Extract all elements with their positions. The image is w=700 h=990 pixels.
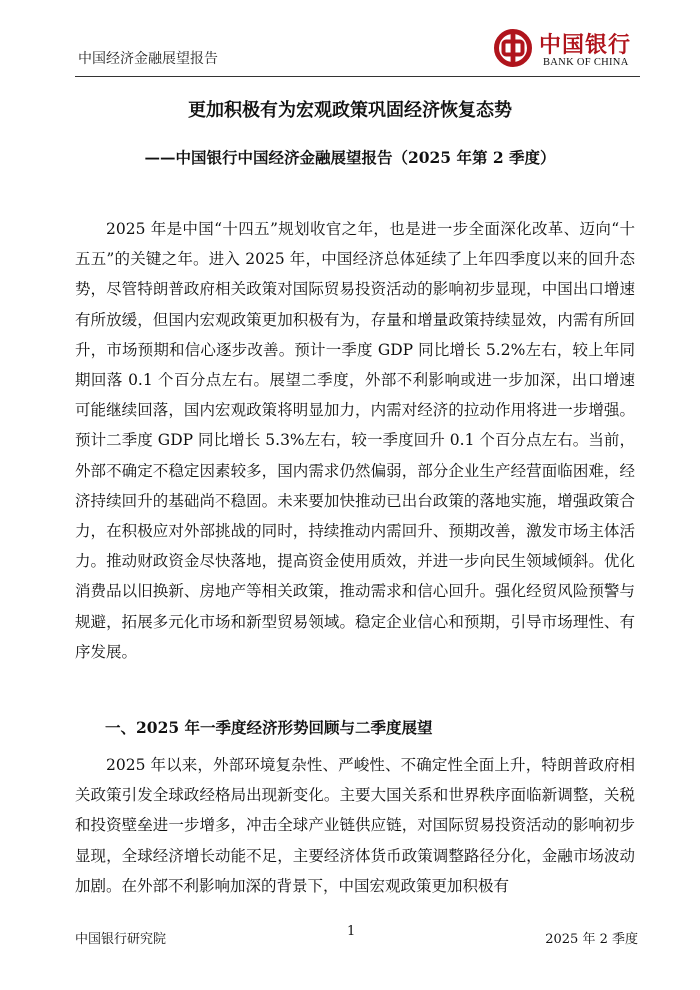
bank-logo: [493, 26, 633, 74]
header-divider: [75, 76, 640, 77]
logo-chinese-name: 中国银行: [539, 32, 632, 58]
document-subtitle: ——中国银行中国经济金融展望报告（2025 年第 2 季度）: [144, 148, 556, 167]
intro-paragraph: 2025 年是中国“十四五”规划收官之年，也是进一步全面深化改革、迈向“十五五”的关键之年。进入 2025 年，中国经济总体延续了上年四季度以来的回升态势，尽管特朗普政府相关政策对国际贸易投资活动的影响初步显现，中国出口增速有所放缓，但国内宏观政策更加积极有为，存量和增量政策持续显效，内需有所回升，市场预期和信心逐步改善。预计一季度 GDP 同比增长 5.2%左右，较上年同期回落 0.1 个百分点左右。展望二季度，外部不利影响或进一步加深，出口增速可能继续回落，国内宏观政策将明显加力，内需对经济的拉动作用将进一步增强。预计二季度 GDP 同比增长 5.3%左右，较一季度回升 0.1 个百分点左右。当前，外部不确定不稳定因素较多，国内需求仍然偏弱，部分企业生产经营面临困难，经济持续回升的基础尚不稳固。未来要加快推动已出台政策的落地实施，增强政策合力，在积极应对外部挑战的同时，持续推动内需回升、预期改善，激发市场主体活力。推动财政资金尽快落地，提高资金使用质效，并进一步向民生领域倾斜。优化消费品以旧换新、房地产等相关政策，推动需求和信心回升。强化经贸风险预警与规避，拓展多元化市场和新型贸易领域。稳定企业信心和预期，引导市场理性、有序发展。: [75, 220, 635, 661]
footer-institute: 中国银行研究院: [75, 932, 167, 947]
footer-quarter: 2025 年 2 季度: [545, 932, 638, 947]
document-title: 更加积极有为宏观政策巩固经济恢复态势: [188, 100, 512, 121]
bank-of-china-logo-icon: [493, 28, 533, 68]
logo-english-name: BANK OF CHINA: [543, 57, 629, 68]
page-number: 1: [347, 924, 356, 939]
section-heading: 一、2025 年一季度经济形势回顾与二季度展望: [105, 718, 433, 737]
section-paragraph: 2025 年以来，外部环境复杂性、严峻性、不确定性全面上升，特朗普政府相关政策引发全球政经格局出现新变化。主要大国关系和世界秩序面临新调整，关税和投资壁垒进一步增多，冲击全球产业链供应链，对国际贸易投资活动的影响初步显现，全球经济增长动能不足，主要经济体货币政策调整路径分化，金融市场波动加剧。在外部不利影响加深的背景下，中国宏观政策更加积极有: [75, 756, 635, 895]
report-name: 中国经济金融展望报告: [78, 51, 218, 67]
